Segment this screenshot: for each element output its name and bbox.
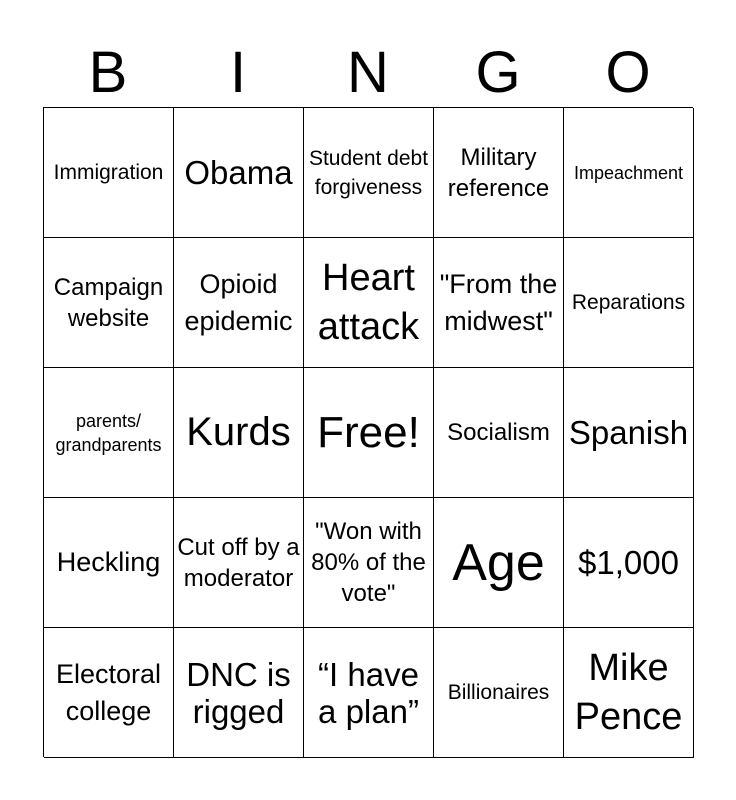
header-letter-n: N [347, 40, 389, 105]
bingo-cell-r3c5[interactable] [564, 368, 694, 498]
bingo-cell-text: Socialism [447, 419, 550, 446]
bingo-cell-r2c5[interactable] [564, 238, 694, 368]
bingo-cell-text: Heckling [56, 547, 161, 577]
bingo-cell-text: Immigration [53, 161, 164, 184]
bingo-cell-text: parents/ grandparents [55, 410, 162, 455]
bingo-cell-text: Opioid epidemic [184, 268, 293, 336]
bingo-cell-text: Age [452, 533, 545, 592]
bingo-cell-r2c4[interactable] [434, 238, 564, 368]
header-letter-o: O [605, 40, 651, 105]
bingo-cell-r2c1[interactable] [44, 238, 174, 368]
bingo-cell-r4c4[interactable] [434, 498, 564, 628]
bingo-cell-r4c5[interactable] [564, 498, 694, 628]
bingo-cell-r3c1[interactable] [44, 368, 174, 498]
bingo-cell-r1c3[interactable] [304, 108, 434, 238]
bingo-header [43, 40, 693, 106]
bingo-cell-text: Cut off by a moderator [177, 533, 300, 592]
header-letter-i: I [229, 40, 247, 105]
bingo-cell-text: Heart attack [317, 256, 420, 348]
bingo-cell-text: Reparations [571, 291, 686, 314]
bingo-cell-text: Military reference [447, 143, 550, 202]
bingo-cell-text: Campaign website [53, 273, 164, 332]
bingo-cell-r2c3[interactable] [304, 238, 434, 368]
header-letter-b: B [88, 40, 128, 105]
bingo-cell-r5c3[interactable] [304, 628, 434, 758]
bingo-cell-r4c1[interactable] [44, 498, 174, 628]
bingo-cell-r1c2[interactable] [174, 108, 304, 238]
bingo-cell-text: Student debt forgiveness [308, 146, 429, 199]
bingo-cell-text: "From the midwest" [439, 268, 558, 336]
bingo-cell-r1c1[interactable] [44, 108, 174, 238]
header-letter-g: G [475, 40, 521, 105]
bingo-cell-text: Billionaires [447, 681, 550, 704]
bingo-cell-text: Free! [317, 407, 420, 457]
bingo-cell-r4c3[interactable] [304, 498, 434, 628]
bingo-board [43, 107, 693, 757]
bingo-cell-r3c3[interactable] [304, 368, 434, 498]
bingo-cell-r5c1[interactable] [44, 628, 174, 758]
bingo-cell-r1c4[interactable] [434, 108, 564, 238]
bingo-cell-r4c2[interactable] [174, 498, 304, 628]
bingo-cell-text: Spanish [568, 414, 689, 451]
bingo-cell-r5c5[interactable] [564, 628, 694, 758]
bingo-cell-r5c4[interactable] [434, 628, 564, 758]
bingo-cell-text: Kurds [186, 410, 291, 454]
bingo-cell-text: Impeachment [573, 162, 684, 183]
bingo-cell-r3c4[interactable] [434, 368, 564, 498]
bingo-cell-text: Obama [184, 154, 293, 191]
bingo-cell-text: “I have a plan” [318, 655, 419, 730]
bingo-cell-r1c5[interactable] [564, 108, 694, 238]
bingo-cell-text: Electoral college [55, 658, 162, 726]
bingo-cell-r2c2[interactable] [174, 238, 304, 368]
bingo-cell-text: DNC is rigged [186, 655, 291, 730]
bingo-cell-r5c2[interactable] [174, 628, 304, 758]
bingo-cell-text: Mike Pence [574, 646, 683, 738]
bingo-cell-r3c2[interactable] [174, 368, 304, 498]
bingo-cell-text: "Won with 80% of the vote" [311, 518, 426, 607]
bingo-cell-text: $1,000 [578, 544, 679, 581]
